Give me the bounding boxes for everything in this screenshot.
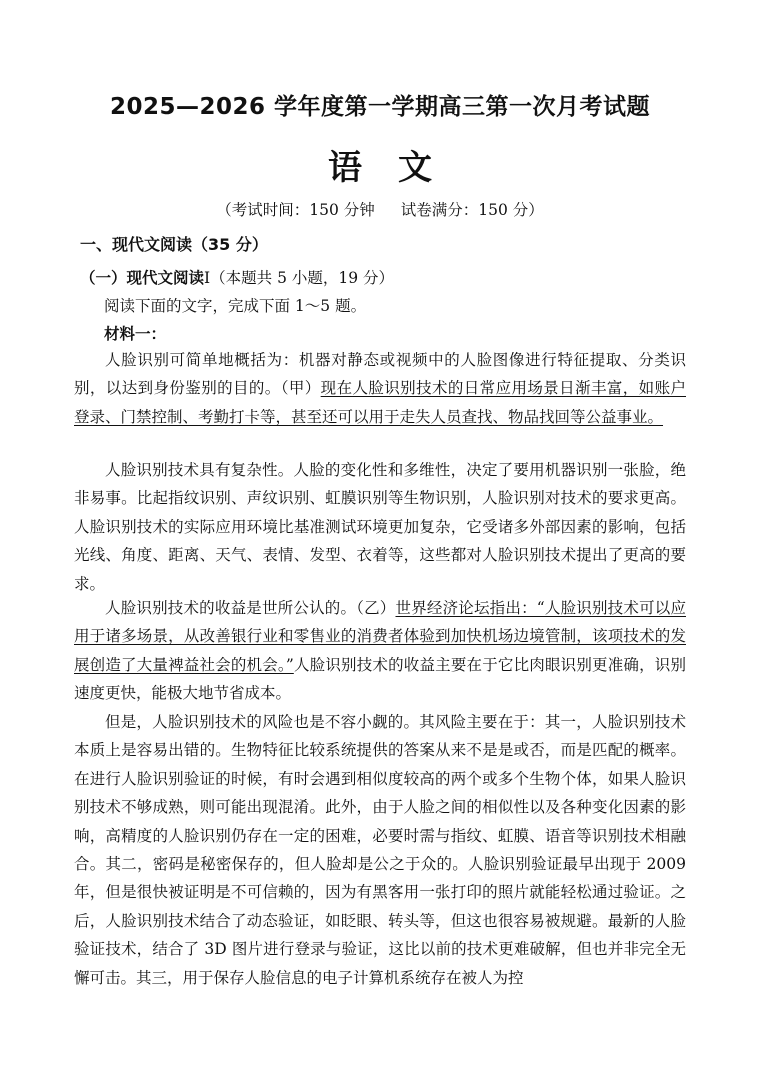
sub-section-heading (80, 266, 394, 288)
reading-instruction: 阅读下面的文字，完成下面 1～5 题。 (104, 297, 367, 315)
subject-title (0, 140, 760, 189)
exam-full-score: 试卷满分：150 分） (400, 201, 544, 219)
material-label: 材料一： (104, 325, 167, 343)
paragraph-2-text: 人脸识别技术具有复杂性。人脸的变化性和多维性，决定了要用机器识别一张脸，绝非易事。比起指纹识别、声纹识别、虹膜识别等生物识别，人脸识别对技术的要求更高。人脸识别技术的实际应用环境比基准测试环境更加复杂，它受诸多外部因素的影响，包括光线、角度、距离、天气、表情、发型、衣着等，这些都对人脸识别技术提出了更高的要求。 (74, 461, 686, 593)
subject-char-1: 语 (328, 148, 362, 188)
paragraph-1-text: 人脸识别可简单地概括为：机器对静态或视频中的人脸图像进行特征提取、分类识别，以达到身份鉴别的目的。（甲） (74, 351, 686, 398)
paragraph-4-text: 但是，人脸识别技术的风险也是不容小觑的。其风险主要在于：其一，人脸识别技术本质上是容易出错的。生物特征比较系统提供的答案从来不是是或否，而是匹配的概率。在进行人脸识别验证的时候，有时会遇到相似度较高的两个或多个生物个体，如果人脸识别技术不够成熟，则可能出现混淆。此外，由于人脸之间的相似性以及各种变化因素的影响，高精度的人脸识别仍存在一定的困难，必要时需与指纹、虹膜、语音等识别技术相融合。其二，密码是秘密保存的，但人脸却是公之于众的。人脸识别验证最早出现于 2009 年，但是很快被证明是不可信赖的，因为有黑客用一张打印的照片就能轻松通过验证。之后，人脸识别技术结合了动态验证，如眨眼、转头等，但这也很容易被规避。最新的人脸验证技术，结合了 3D 图片进行登录与验证，这比以前的技术更难破解，但也并非完全无懈可击。其三，用于保存人脸信息的电子计算机系统存在被人为控 (74, 713, 686, 987)
exam-info (0, 198, 760, 220)
paragraph-1-underlined: 现在人脸识别技术的日常应用场景日渐丰富，如账户登录、门禁控制、考勤打卡等，甚至还可以用于走失人员查找、物品找回等公益事业。 (74, 379, 686, 426)
sub-heading-bold: （一）现代文阅读 (80, 269, 205, 287)
paragraph-3-text-b: 人脸识别技术的收益主要在于它比肉眼识别更准确，识别速度更快，能极大地节省成本。 (74, 655, 686, 703)
paragraph-3-underlined: 世界经济论坛指出：“人脸识别技术可以应用于诸多场景，从改善银行业和零售业的消费者体验到加快机场边境管制，该项技术的发展创造了大量裨益社会的机会。” (74, 599, 686, 674)
paragraph-1 (74, 346, 686, 431)
paragraph-4 (74, 708, 686, 992)
subject-char-2: 文 (398, 148, 432, 188)
paragraph-3 (74, 594, 686, 708)
sub-heading-rest: Ⅰ（本题共 5 小题，19 分） (204, 269, 395, 287)
paragraph-2 (74, 456, 686, 598)
exam-title: 2025—2026 学年度第一学期高三第一次月考试题 (109, 94, 651, 120)
section-heading: 一、现代文阅读（35 分） (80, 235, 268, 254)
exam-time: （考试时间：150 分钟 (216, 201, 375, 219)
paragraph-3-text-a: 人脸识别技术的收益是世所公认的。（乙） (105, 599, 396, 617)
